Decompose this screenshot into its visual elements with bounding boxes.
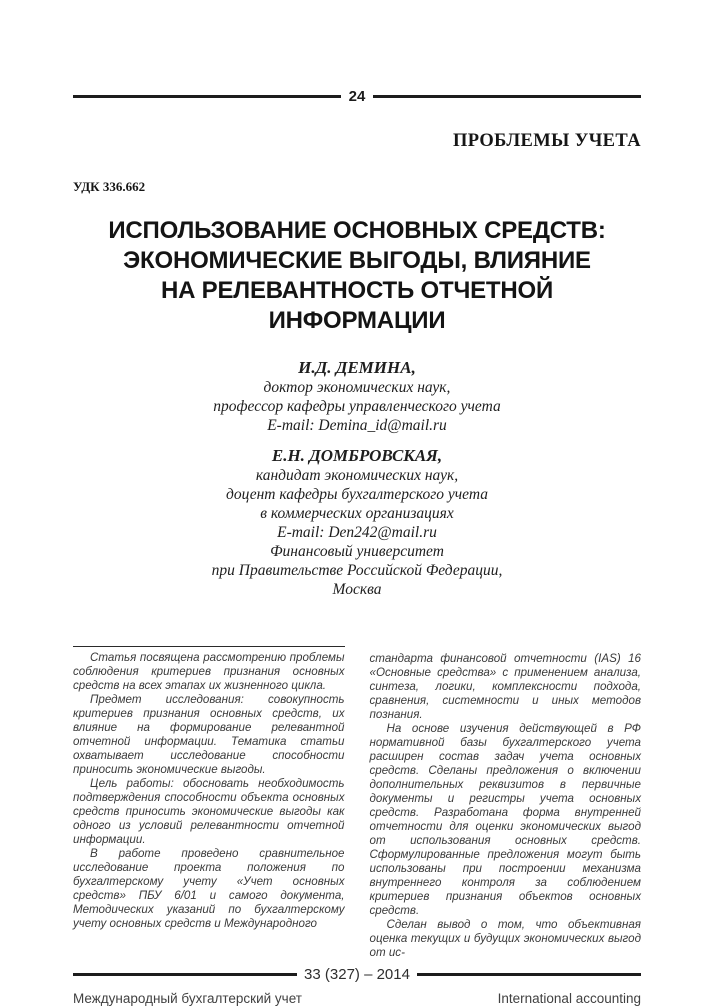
header-rule-left — [73, 95, 341, 98]
abstract-paragraph: Статья посвящена рассмотрению проблемы соблюдения критериев признания основных средств на всех этапах их жизненного цикла. — [73, 651, 345, 692]
udk-code: УДК 336.662 — [73, 179, 146, 194]
page-header — [73, 0, 641, 104]
abstract-paragraph: Сделан вывод о том, что объективная оценка текущих и будущих экономических выгод от ис- — [369, 917, 641, 959]
author-position: в коммерческих организациях — [260, 505, 454, 522]
abstract-column-left — [73, 646, 345, 960]
abstract-paragraph: Цель работы: обосновать необходимость подтверждения способности объекта основных средств приносить экономические выгоды как одного из условий релевантности отчетной информации. — [73, 777, 345, 846]
author-name: Е.Н. ДОМБРОВСКАЯ, — [271, 446, 443, 465]
header-rule-right — [373, 95, 641, 98]
author-affiliation: Финансовый университет — [270, 543, 444, 560]
page-number: 24 — [348, 88, 366, 105]
author-position: доцент кафедры бухгалтерского учета — [225, 486, 488, 503]
section-heading: ПРОБЛЕМЫ УЧЕТА — [453, 131, 641, 151]
article-title-line: ЭКОНОМИЧЕСКИЕ ВЫГОДЫ, ВЛИЯНИЕ — [123, 247, 591, 274]
abstract-column-right — [370, 646, 642, 960]
author-degree: кандидат экономических наук, — [255, 467, 459, 484]
issue-rule-left — [73, 973, 297, 976]
abstract-paragraph: В работе проведено сравнительное исследование проекта положения по бухгалтерскому учету «Учет основных средств» ПБУ 6/01 и самого документа, Методических указаний по бухгалтерскому учету основных средств и Международного — [73, 847, 345, 930]
author-email: E-mail: Demina_id@mail.ru — [267, 417, 447, 434]
author-name: И.Д. ДЕМИНА, — [298, 358, 416, 377]
author-block-demina — [73, 357, 641, 435]
article-title-line: ИСПОЛЬЗОВАНИЕ ОСНОВНЫХ СРЕДСТВ: — [108, 217, 606, 244]
authors-section — [73, 357, 641, 599]
journal-title-en: International accounting — [497, 990, 641, 1006]
issue-info-line — [73, 967, 641, 982]
author-city: Москва — [332, 581, 382, 598]
page-footer — [73, 991, 641, 1006]
author-degree: доктор экономических наук, — [263, 379, 451, 396]
author-affiliation: при Правительстве Российской Федерации, — [211, 562, 503, 579]
article-title-line: НА РЕЛЕВАНТНОСТЬ ОТЧЕТНОЙ ИНФОРМАЦИИ — [160, 277, 554, 334]
journal-title-ru: Международный бухгалтерский учет — [73, 990, 302, 1006]
abstract-paragraph: стандарта финансовой отчетности (IAS) 16 «Основные средства» с применением анализа, синтеза, логики, комплексности подхода, сравнения, системности и иных методов познания. — [369, 651, 641, 721]
abstract-paragraph: На основе изучения действующей в РФ нормативной базы бухгалтерского учета расширен состав задач учета основных средств. Сделаны предложения о включении дополнительных реквизитов в первичные документы и регистры учета основных средств. Разработана форма внутренней отчетности для оценки экономических выгод от использования основных средств. Сформулированные предложения могут быть использованы при построении механизма внутреннего контроля за соблюдением критериев признания объектов основных средств. — [369, 721, 641, 917]
issue-number: 33 (327) – 2014 — [304, 965, 410, 983]
author-position: профессор кафедры управленческого учета — [213, 398, 501, 415]
author-block-dombrovskaya — [73, 445, 641, 599]
article-title — [73, 216, 641, 336]
issue-rule-right — [417, 973, 641, 976]
abstract-paragraph: Предмет исследования: совокупность критериев признания основных средств, их влияние на формирование релевантной отчетной информации. Тематика статьи охватывает исследование способности приносить экономические выгоды. — [73, 693, 345, 776]
abstract-section — [73, 646, 641, 960]
author-email: E-mail: Den242@mail.ru — [277, 524, 437, 541]
